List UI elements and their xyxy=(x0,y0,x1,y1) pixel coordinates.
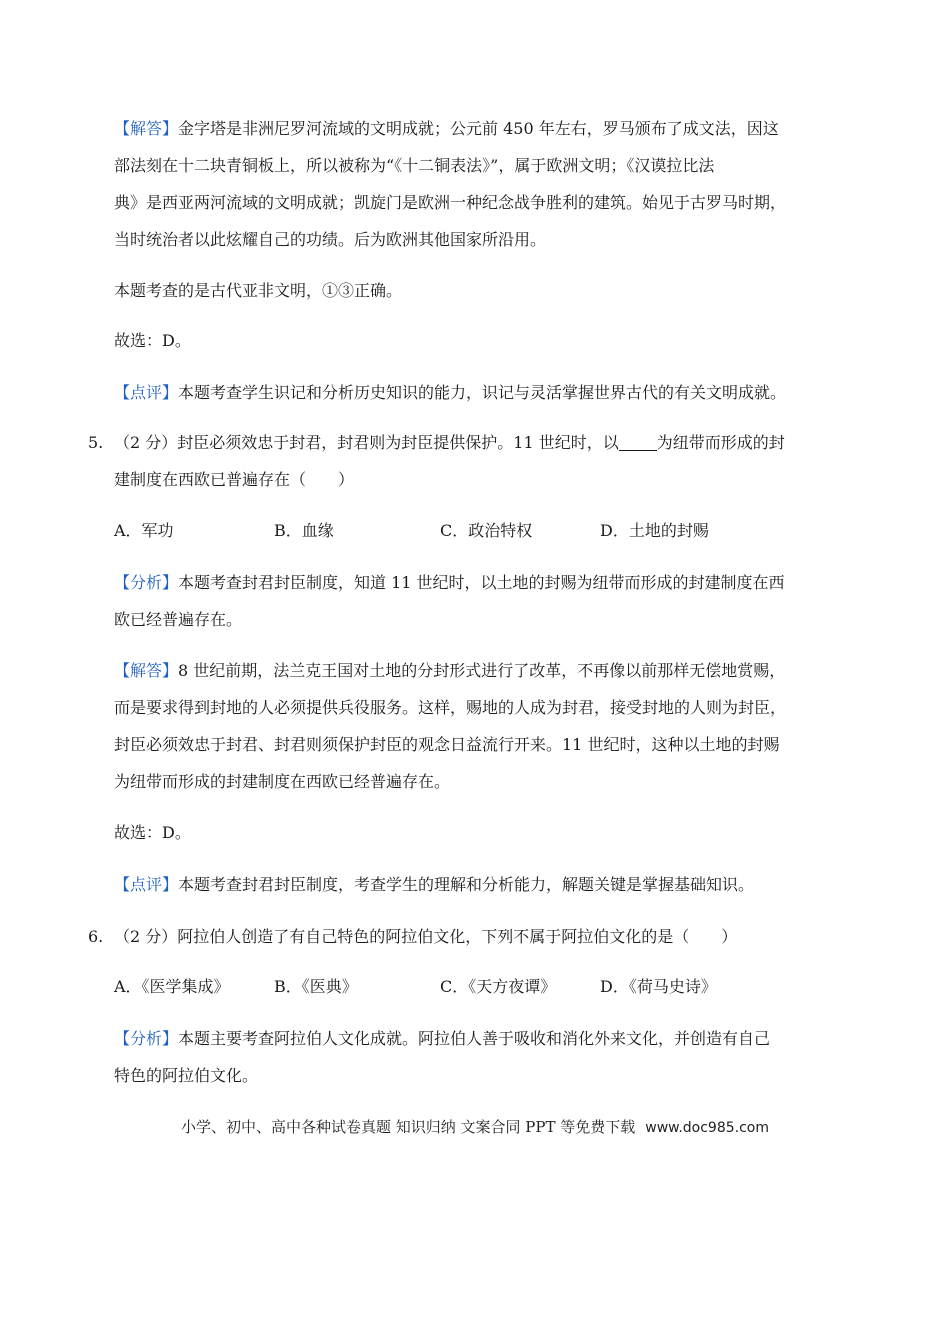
q4-answer-line-4: 当时统治者以此炫耀自己的功绩。后为欧洲其他国家所沿用。 xyxy=(114,230,547,249)
q4-choice: 故选：D。 xyxy=(114,331,191,350)
q6-number: 6. xyxy=(88,927,104,946)
q4-answer-line-1: 【解答】金字塔是非洲尼罗河流域的文明成就；公元前 450 年左右，罗马颁布了成文法，因这 xyxy=(114,119,779,138)
q6-options xyxy=(114,974,834,1000)
q5-option-b: B．血缘 xyxy=(274,521,334,540)
analysis-tag: 【分析】 xyxy=(114,573,179,592)
q5-choice: 故选：D。 xyxy=(114,823,191,842)
q4-answer-block xyxy=(114,110,826,258)
page-footer xyxy=(0,1116,950,1137)
q6-option-d: D．《荷马史诗》 xyxy=(600,977,717,996)
q6-option-c: C．《天方夜谭》 xyxy=(440,977,557,996)
q5-option-c: C．政治特权 xyxy=(440,521,533,540)
question-6 xyxy=(88,918,828,955)
q5-options xyxy=(114,518,834,544)
q5-stem-line-2: 建制度在西欧已普遍存在（ ） xyxy=(114,470,355,489)
q6-option-a: A．《医学集成》 xyxy=(114,977,230,996)
q5-review: 【点评】本题考查封君封臣制度，考查学生的理解和分析能力，解题关键是掌握基础知识。 xyxy=(114,875,755,894)
fill-blank xyxy=(619,434,657,451)
q5-option-d: D．土地的封赐 xyxy=(600,521,709,540)
question-5 xyxy=(88,424,828,498)
footer-url: www.doc985.com xyxy=(645,1120,769,1136)
q6-analysis: 【分析】本题主要考查阿拉伯人文化成就。阿拉伯人善于吸收和消化外来文化，并创造有自己 特色的阿拉伯文化。 xyxy=(114,1029,771,1085)
q5-option-a: A．军功 xyxy=(114,521,174,540)
q5-stem-line-1: 5. （2 分）封臣必须效忠于封君，封君则为封臣提供保护。11 世纪时，以 为纽带而形成的封 xyxy=(88,424,828,461)
q5-analysis: 【分析】本题考查封君封臣制度，知道 11 世纪时，以土地的封赐为纽带而形成的封建制度在西 欧已经普遍存在。 xyxy=(114,573,785,629)
q6-stem: 6. （2 分）阿拉伯人创造了有自己特色的阿拉伯文化，下列不属于阿拉伯文化的是（ ） xyxy=(88,918,828,955)
review-tag: 【点评】 xyxy=(114,875,179,894)
q4-review: 【点评】本题考查学生识记和分析历史知识的能力，识记与灵活掌握世界古代的有关文明成就。 xyxy=(114,383,787,402)
footer-text: 小学、初中、高中各种试卷真题 知识归纳 文案合同 PPT 等免费下载 xyxy=(180,1118,636,1136)
q5-answer: 【解答】8 世纪前期，法兰克王国对土地的分封形式进行了改革，不再像以前那样无偿地赏赐， 而是要求得到封地的人必须提供兵役服务。这样，赐地的人成为封君，接受封地的人则为封臣， 封臣必须效忠于封君、封君则须保护封臣的观念日益流行开来。11 世纪时，这种以土地的封赐 为纽带而形成的封建制度在西欧已经普遍存在。 xyxy=(114,661,787,791)
q4-answer-line-3: 典》是西亚两河流域的文明成就；凯旋门是欧洲一种纪念战争胜利的建筑。始见于古罗马时期， xyxy=(114,193,787,212)
q5-number: 5. xyxy=(88,433,104,452)
q4-answer-line-2: 部法刻在十二块青铜板上，所以被称为“《十二铜表法》”，属于欧洲文明；《汉谟拉比法 xyxy=(114,156,715,175)
q4-conclusion: 本题考查的是古代亚非文明，①③正确。 xyxy=(114,281,403,300)
analysis-tag: 【分析】 xyxy=(114,1029,179,1048)
q6-option-b: B．《医典》 xyxy=(274,977,358,996)
answer-tag: 【解答】 xyxy=(114,661,179,680)
review-tag: 【点评】 xyxy=(114,383,179,402)
answer-tag: 【解答】 xyxy=(114,119,179,138)
